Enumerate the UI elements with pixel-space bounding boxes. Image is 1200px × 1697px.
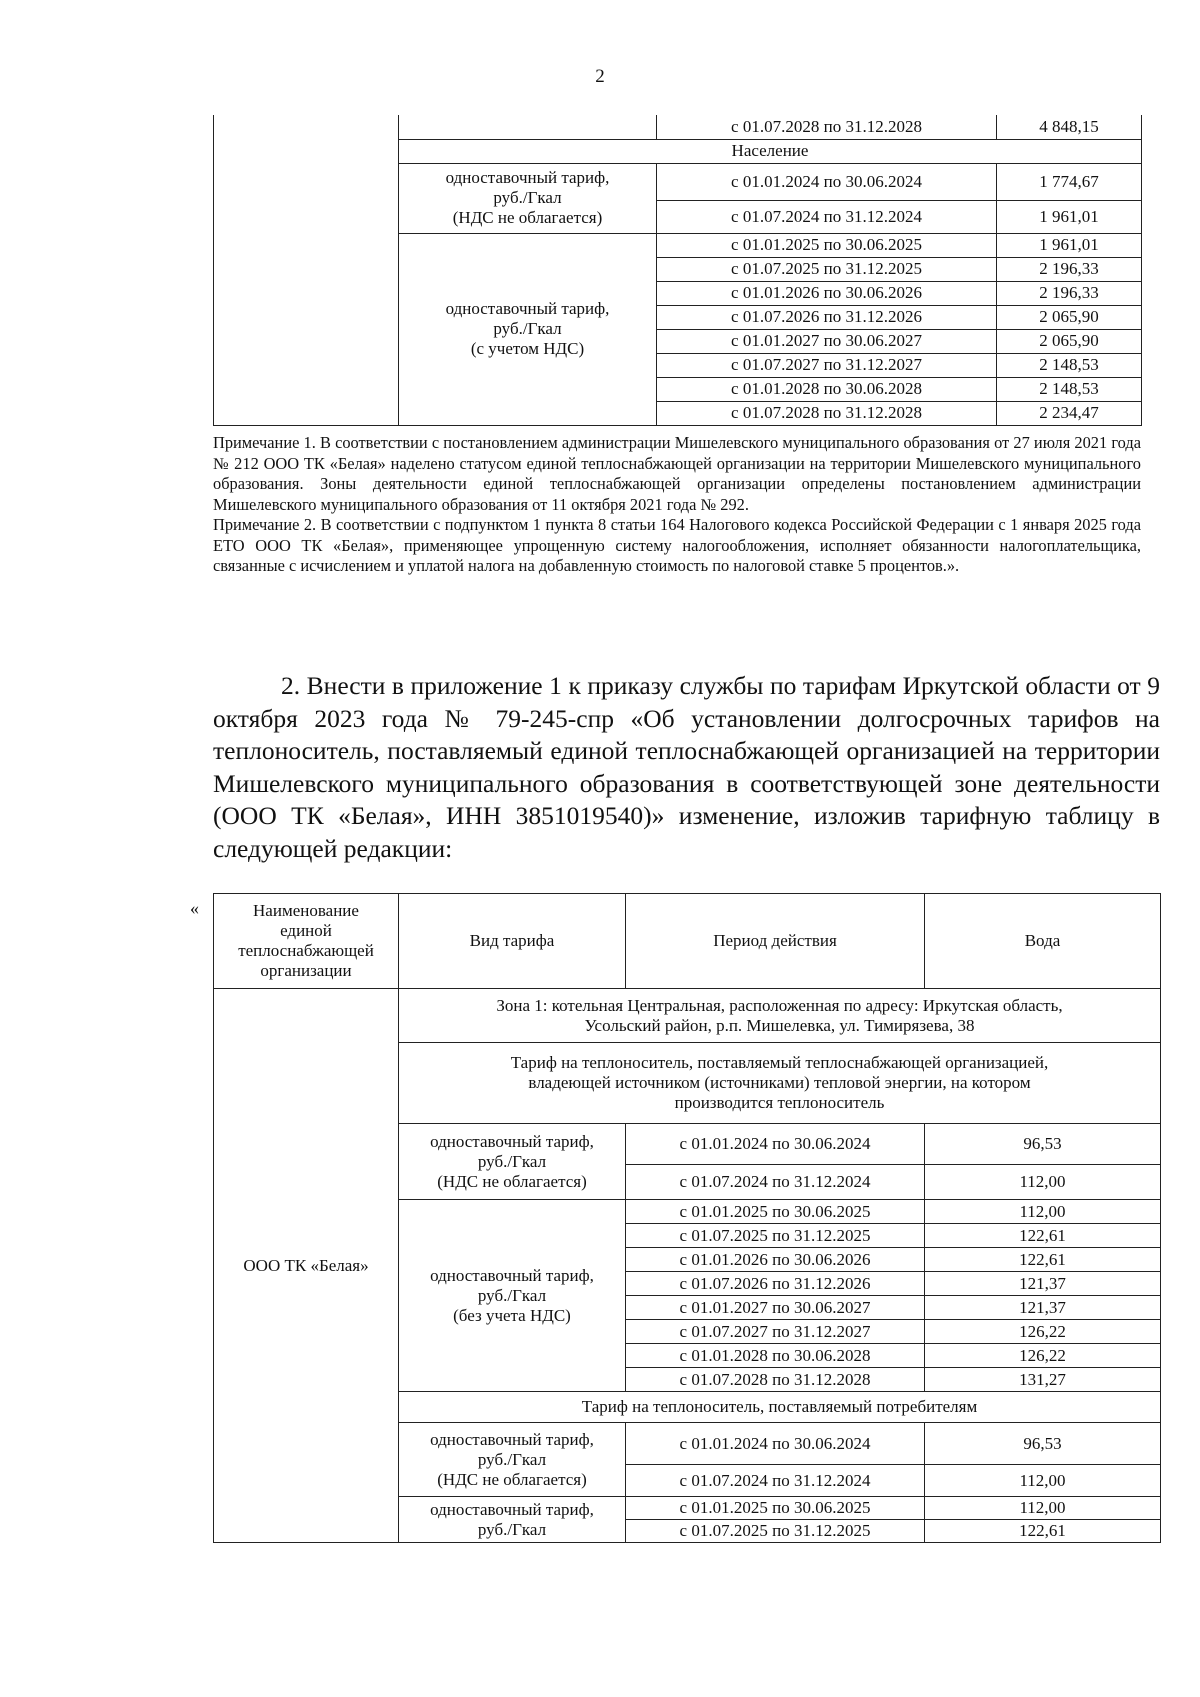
section-header: Тариф на теплоноситель, поставляемый теплоснабжающей организацией, владеющей источником (источниками) тепловой энергии, на котором производится теплоноситель bbox=[399, 1043, 1161, 1124]
note-2: Примечание 2. В соответствии с подпунктом 1 пункта 8 статьи 164 Налогового кодекса Российской Федерации с 1 января 2025 года ЕТО ООО ТК «Белая», применяющее упрощенную систему налогообложения, исполняет обязанности налогоплательщика, связанные с исчислением и уплатой налога на добавленную стоимость по налоговой ставке 5 процентов.». bbox=[213, 515, 1141, 575]
period-cell: с 01.07.2024 по 31.12.2024 bbox=[657, 200, 997, 233]
period-cell: с 01.07.2025 по 31.12.2025 bbox=[626, 1520, 925, 1543]
value-cell: 122,61 bbox=[925, 1520, 1161, 1543]
notes-block bbox=[213, 433, 1141, 577]
coolant-tariff-table bbox=[213, 893, 1161, 1543]
value-cell: 2 065,90 bbox=[997, 329, 1142, 353]
value-cell: 96,53 bbox=[925, 1423, 1161, 1465]
tariff-cell-empty bbox=[399, 115, 657, 139]
value-cell: 121,37 bbox=[925, 1296, 1161, 1320]
period-cell: с 01.01.2024 по 30.06.2024 bbox=[626, 1124, 925, 1165]
header-water: Вода bbox=[925, 894, 1161, 989]
period-cell: с 01.07.2025 по 31.12.2025 bbox=[626, 1224, 925, 1248]
amendment-paragraph: 2. Внести в приложение 1 к приказу службы по тарифам Иркутской области от 9 октября 2023 года № 79-245-спр «Об установлении долгосрочных тарифов на теплоноситель, поставляемый единой теплоснабжающей организацией на территории Мишелевского муниципального образования в соответствующей зоне деятельности (ООО ТК «Белая», ИНН 3851019540)» изменение, изложив тарифную таблицу в следующей редакции: bbox=[213, 671, 1160, 863]
period-cell: с 01.07.2028 по 31.12.2028 bbox=[626, 1368, 925, 1392]
value-cell: 96,53 bbox=[925, 1124, 1161, 1165]
header-org: Наименование единой теплоснабжающей организации bbox=[214, 894, 399, 989]
period-cell: с 01.01.2024 по 30.06.2024 bbox=[657, 163, 997, 200]
value-cell: 4 848,15 bbox=[997, 115, 1142, 139]
opening-quote: « bbox=[190, 898, 199, 918]
value-cell: 122,61 bbox=[925, 1224, 1161, 1248]
period-cell: с 01.07.2024 по 31.12.2024 bbox=[626, 1165, 925, 1200]
value-cell: 112,00 bbox=[925, 1497, 1161, 1520]
value-cell: 2 148,53 bbox=[997, 353, 1142, 377]
period-cell: с 01.07.2028 по 31.12.2028 bbox=[657, 401, 997, 425]
section-header: Тариф на теплоноситель, поставляемый потребителям bbox=[399, 1392, 1161, 1423]
period-cell: с 01.01.2027 по 30.06.2027 bbox=[657, 329, 997, 353]
tariff-type-cell: одноставочный тариф, руб./Гкал bbox=[399, 1497, 626, 1543]
period-cell: с 01.01.2026 по 30.06.2026 bbox=[626, 1248, 925, 1272]
value-cell: 126,22 bbox=[925, 1344, 1161, 1368]
value-cell: 1 774,67 bbox=[997, 163, 1142, 200]
tariff-type-cell: одноставочный тариф, руб./Гкал (НДС не облагается) bbox=[399, 1423, 626, 1497]
period-cell: с 01.07.2025 по 31.12.2025 bbox=[657, 257, 997, 281]
value-cell: 131,27 bbox=[925, 1368, 1161, 1392]
tariff-type-cell: одноставочный тариф, руб./Гкал (без учета НДС) bbox=[399, 1200, 626, 1392]
period-cell: с 01.01.2025 по 30.06.2025 bbox=[657, 233, 997, 257]
period-cell: с 01.07.2027 по 31.12.2027 bbox=[657, 353, 997, 377]
value-cell: 1 961,01 bbox=[997, 233, 1142, 257]
period-cell: с 01.01.2025 по 30.06.2025 bbox=[626, 1200, 925, 1224]
zone-header: Зона 1: котельная Центральная, расположенная по адресу: Иркутская область, Усольский район, р.п. Мишелевка, ул. Тимирязева, 38 bbox=[399, 989, 1161, 1043]
page-number: 2 bbox=[595, 66, 605, 87]
period-cell: с 01.01.2028 по 30.06.2028 bbox=[657, 377, 997, 401]
value-cell: 2 065,90 bbox=[997, 305, 1142, 329]
value-cell: 1 961,01 bbox=[997, 200, 1142, 233]
tariff-type-cell: одноставочный тариф, руб./Гкал (с учетом НДС) bbox=[399, 233, 657, 425]
period-cell: с 01.01.2026 по 30.06.2026 bbox=[657, 281, 997, 305]
header-period: Период действия bbox=[626, 894, 925, 989]
value-cell: 112,00 bbox=[925, 1200, 1161, 1224]
tariff-table-continued bbox=[213, 115, 1142, 426]
value-cell: 122,61 bbox=[925, 1248, 1161, 1272]
section-header: Население bbox=[399, 139, 1142, 163]
period-cell: с 01.01.2024 по 30.06.2024 bbox=[626, 1423, 925, 1465]
value-cell: 2 196,33 bbox=[997, 257, 1142, 281]
period-cell: с 01.07.2026 по 31.12.2026 bbox=[626, 1272, 925, 1296]
period-cell: с 01.07.2026 по 31.12.2026 bbox=[657, 305, 997, 329]
tariff-type-cell: одноставочный тариф, руб./Гкал (НДС не облагается) bbox=[399, 1124, 626, 1200]
period-cell: с 01.07.2027 по 31.12.2027 bbox=[626, 1320, 925, 1344]
period-cell: с 01.07.2028 по 31.12.2028 bbox=[657, 115, 997, 139]
tariff-type-cell: одноставочный тариф, руб./Гкал (НДС не облагается) bbox=[399, 163, 657, 233]
value-cell: 2 234,47 bbox=[997, 401, 1142, 425]
period-cell: с 01.01.2025 по 30.06.2025 bbox=[626, 1497, 925, 1520]
value-cell: 112,00 bbox=[925, 1465, 1161, 1497]
period-cell: с 01.07.2024 по 31.12.2024 bbox=[626, 1465, 925, 1497]
value-cell: 126,22 bbox=[925, 1320, 1161, 1344]
value-cell: 2 196,33 bbox=[997, 281, 1142, 305]
org-cell-empty bbox=[214, 115, 399, 425]
value-cell: 121,37 bbox=[925, 1272, 1161, 1296]
note-1: Примечание 1. В соответствии с постановлением администрации Мишелевского муниципального образования от 27 июля 2021 года № 212 ООО ТК «Белая» наделено статусом единой теплоснабжающей организации на территории Мишелевского муниципального образования. Зоны деятельности единой теплоснабжающей организации определены постановлением администрации Мишелевского муниципального образования от 11 октября 2021 года № 292. bbox=[213, 433, 1141, 514]
value-cell: 112,00 bbox=[925, 1165, 1161, 1200]
header-tariff-type: Вид тарифа bbox=[399, 894, 626, 989]
period-cell: с 01.01.2027 по 30.06.2027 bbox=[626, 1296, 925, 1320]
org-name-cell: ООО ТК «Белая» bbox=[214, 989, 399, 1543]
value-cell: 2 148,53 bbox=[997, 377, 1142, 401]
period-cell: с 01.01.2028 по 30.06.2028 bbox=[626, 1344, 925, 1368]
